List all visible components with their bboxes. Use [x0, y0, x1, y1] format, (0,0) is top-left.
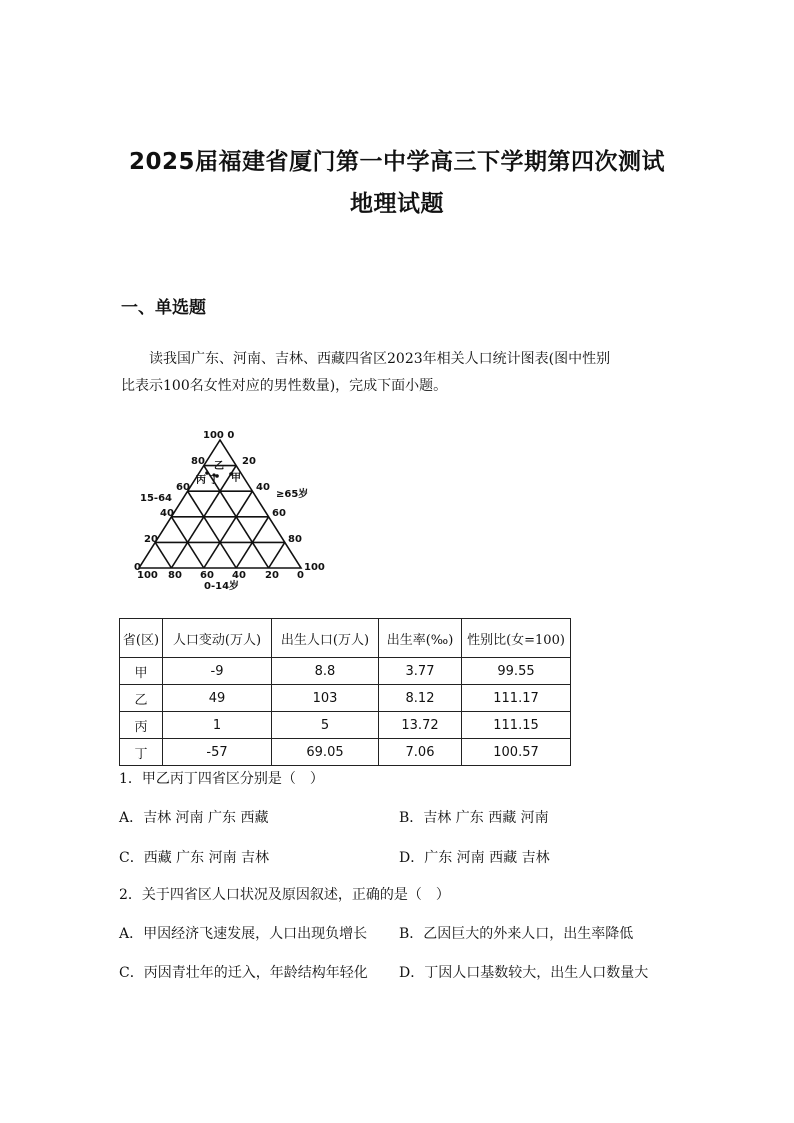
bottom-tick-0: 0: [297, 570, 304, 581]
table-cell: 111.15: [462, 712, 571, 739]
table-cell: 103: [272, 685, 379, 712]
document-title-line-1: 2025届福建省厦门第一中学高三下学期第四次测试: [128, 149, 665, 175]
table-cell: 111.17: [462, 685, 571, 712]
point-label-yi: 乙: [214, 461, 224, 472]
table-cell: 乙: [120, 685, 163, 712]
question-1-option-d[interactable]: D．广东 河南 西藏 吉林: [399, 850, 550, 866]
intro-line-2: 比表示100名女性对应的男性数量)，完成下面小题。: [121, 378, 448, 394]
header-birth-rate: 出生率(‰): [379, 619, 462, 658]
question-1-option-a[interactable]: A．吉林 河南 广东 西藏: [119, 810, 269, 826]
ternary-grid: [139, 440, 301, 568]
question-2-option-a[interactable]: A．甲因经济飞速发展，人口出现负增长: [119, 926, 368, 942]
left-tick-20: 20: [144, 534, 158, 545]
right-tick-80: 80: [288, 534, 302, 545]
table-cell: 69.05: [272, 739, 379, 766]
question-2-option-d[interactable]: D．丁因人口基数较大，出生人口数量大: [399, 965, 649, 981]
question-2-option-b[interactable]: B．乙因巨大的外来人口，出生率降低: [399, 926, 634, 942]
left-tick-80: 80: [191, 456, 205, 467]
question-2-option-c[interactable]: C．丙因青壮年的迁入，年龄结构年轻化: [119, 965, 368, 981]
population-table: [119, 618, 571, 766]
table-cell: 7.06: [379, 739, 462, 766]
table-row: [120, 739, 571, 766]
table-cell: 5: [272, 712, 379, 739]
bottom-tick-20: 20: [265, 570, 279, 581]
apex-label: 100 0: [203, 430, 235, 441]
section-heading: 一、单选题: [121, 298, 206, 318]
table-cell: 丁: [120, 739, 163, 766]
bottom-tick-60: 60: [200, 570, 214, 581]
header-sex-ratio: 性别比(女=100): [462, 619, 571, 658]
intro-line-1: 读我国广东、河南、吉林、西藏四省区2023年相关人口统计图表(图中性别: [149, 351, 611, 367]
bottom-tick-80: 80: [168, 570, 182, 581]
axis-label-65-plus: ≥65岁: [276, 489, 309, 500]
table-cell: -57: [163, 739, 272, 766]
question-1-option-b[interactable]: B．吉林 广东 西藏 河南: [399, 810, 549, 826]
bottom-tick-40: 40: [232, 570, 246, 581]
left-tick-60: 60: [176, 482, 190, 493]
table-row: [120, 712, 571, 739]
header-province: 省(区): [120, 619, 163, 658]
table-row: [120, 685, 571, 712]
right-tick-20: 20: [242, 456, 256, 467]
axis-label-15-64: 15-64: [140, 493, 172, 504]
table-cell: 99.55: [462, 658, 571, 685]
table-cell: 8.8: [272, 658, 379, 685]
question-1-stem: 1．甲乙丙丁四省区分别是（ ）: [119, 771, 324, 787]
point-label-jia: 甲: [231, 473, 241, 484]
table-cell: 甲: [120, 658, 163, 685]
table-cell: 13.72: [379, 712, 462, 739]
right-tick-60: 60: [272, 508, 286, 519]
left-corner-label: 0: [134, 562, 141, 573]
table-row: [120, 658, 571, 685]
table-cell: 1: [163, 712, 272, 739]
header-pop-change: 人口变动(万人): [163, 619, 272, 658]
ternary-diagram: [134, 425, 334, 595]
right-corner-label: 100: [304, 562, 325, 573]
table-cell: 丙: [120, 712, 163, 739]
table-cell: 100.57: [462, 739, 571, 766]
question-1-option-c[interactable]: C．西藏 广东 河南 吉林: [119, 850, 270, 866]
axis-label-0-14: 0-14岁: [204, 581, 240, 592]
intro-paragraph: [121, 346, 681, 400]
bottom-tick-100: 100: [137, 570, 158, 581]
table-header-row: [120, 619, 571, 658]
document-title-line-2: 地理试题: [350, 191, 444, 217]
table-cell: -9: [163, 658, 272, 685]
table-cell: 8.12: [379, 685, 462, 712]
header-births: 出生人口(万人): [272, 619, 379, 658]
question-2-stem: 2．关于四省区人口状况及原因叙述，正确的是（ ）: [119, 887, 450, 903]
right-tick-40: 40: [256, 482, 270, 493]
point-label-bing: 丙: [196, 475, 206, 486]
table-cell: 3.77: [379, 658, 462, 685]
table-cell: 49: [163, 685, 272, 712]
left-tick-40: 40: [160, 508, 174, 519]
point-label-ding: 丁: [209, 475, 219, 486]
